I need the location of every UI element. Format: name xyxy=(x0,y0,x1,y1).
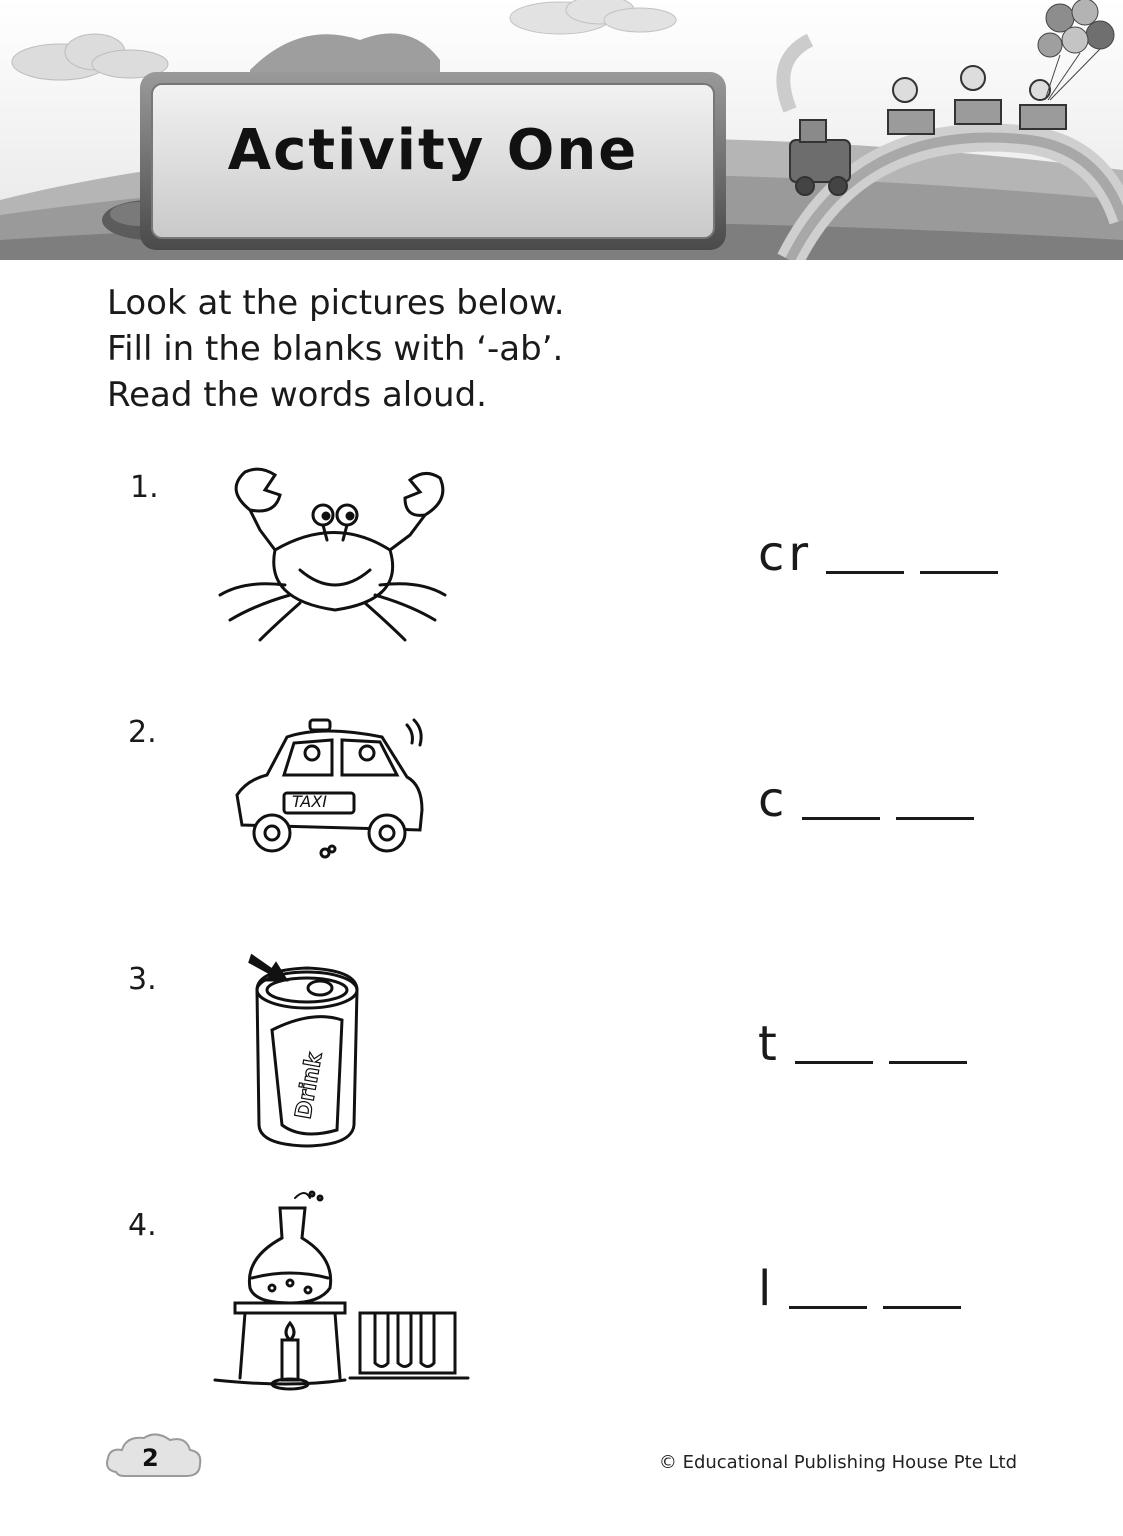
answer-line-2 xyxy=(758,772,990,828)
crab-icon xyxy=(205,460,465,654)
instruction-line: Read the words aloud. xyxy=(107,375,487,415)
taxi-cab-icon xyxy=(222,715,432,869)
svg-text:TAXI: TAXI xyxy=(292,792,327,811)
word-prefix: l xyxy=(758,1261,776,1317)
word-prefix: c xyxy=(758,772,789,828)
page-title: Activity One xyxy=(227,118,639,183)
instructions xyxy=(107,280,565,418)
word-prefix: t xyxy=(758,1016,781,1072)
science-lab-icon xyxy=(210,1188,475,1402)
page-number: 2 xyxy=(142,1444,159,1472)
answer-line-3 xyxy=(758,1016,983,1072)
answer-line-1 xyxy=(758,526,1014,582)
question-number: 3. xyxy=(128,962,157,997)
blank-input[interactable] xyxy=(920,570,998,574)
svg-text:Drink: Drink xyxy=(291,1050,328,1122)
answer-line-4 xyxy=(758,1261,977,1317)
blank-input[interactable] xyxy=(889,1060,967,1064)
instruction-line: Look at the pictures below. xyxy=(107,283,565,323)
instruction-line: Fill in the blanks with ‘-ab’. xyxy=(107,329,564,369)
drink-can-tab-icon xyxy=(242,950,372,1154)
question-number: 4. xyxy=(128,1208,157,1243)
blank-input[interactable] xyxy=(795,1060,873,1064)
blank-input[interactable] xyxy=(802,816,880,820)
word-prefix: cr xyxy=(758,526,813,582)
copyright-notice: © Educational Publishing House Pte Ltd xyxy=(658,1452,1017,1473)
blank-input[interactable] xyxy=(789,1305,867,1309)
blank-input[interactable] xyxy=(826,570,904,574)
question-number: 2. xyxy=(128,715,157,750)
blank-input[interactable] xyxy=(883,1305,961,1309)
question-number: 1. xyxy=(130,470,159,505)
blank-input[interactable] xyxy=(896,816,974,820)
